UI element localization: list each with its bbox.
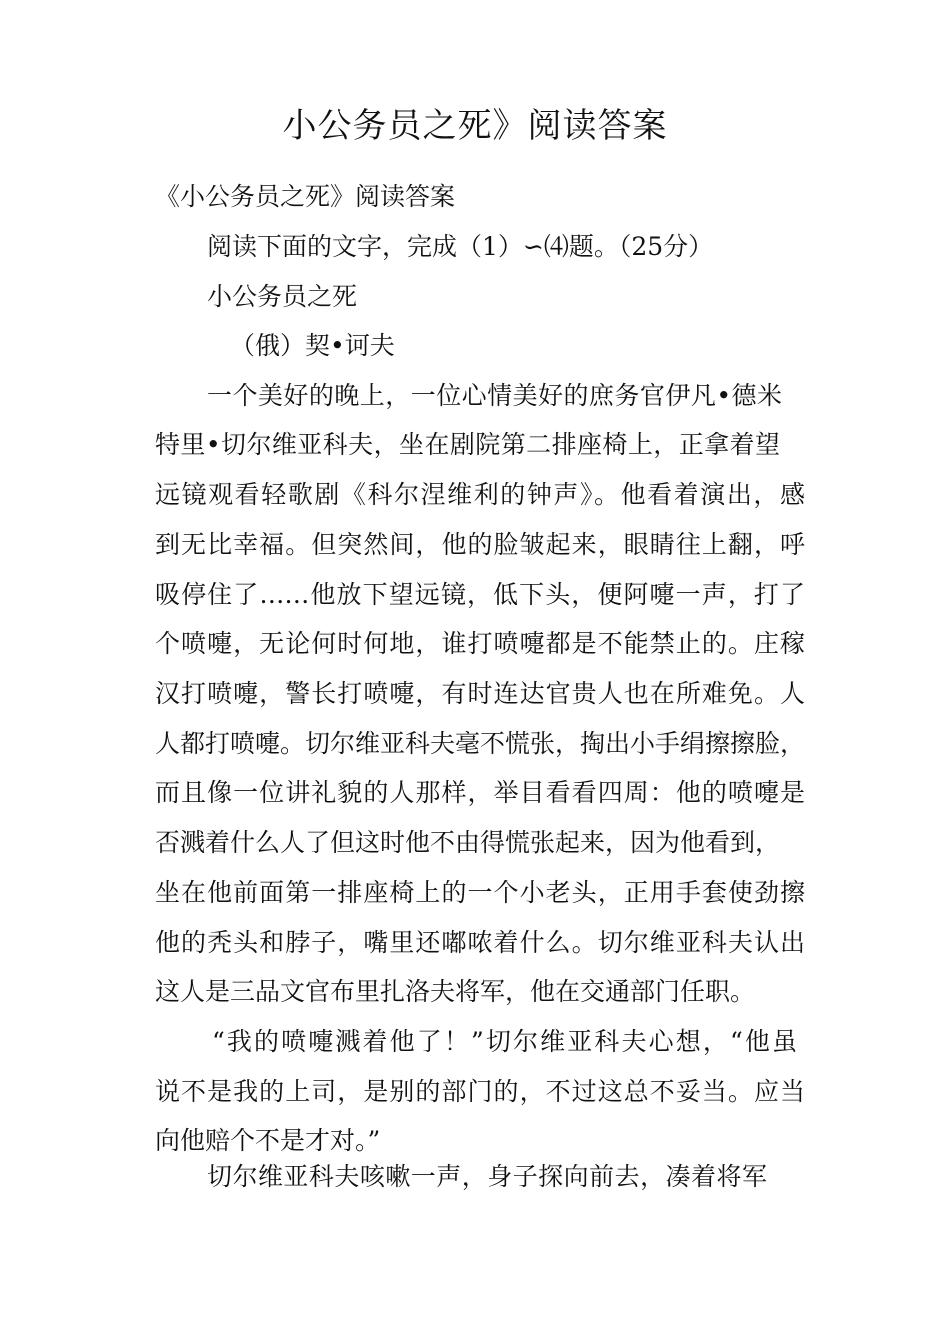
paragraph-line: 而且像一位讲礼貌的人那样，举目看看四周：他的喷嚏是	[155, 778, 805, 807]
document-subtitle: 《小公务员之死》阅读答案	[155, 182, 456, 211]
paragraph-line: 吸停住了……他放下望远镜，低下头，便阿嚏一声，打了	[155, 580, 805, 609]
reading-instruction: 阅读下面的文字，完成（1）∽⑷题。（25分）	[207, 232, 714, 261]
paragraph-line: 说不是我的上司，是别的部门的，不过这总不妥当。应当	[155, 1077, 805, 1106]
paragraph-line: 汉打喷嚏，警长打喷嚏，有时连达官贵人也在所难免。人	[155, 679, 805, 708]
paragraph-line: 切尔维亚科夫咳嗽一声，身子探向前去，凑着将军	[207, 1162, 767, 1191]
paragraph-line: 特里•切尔维亚科夫，坐在剧院第二排座椅上，正拿着望	[155, 430, 780, 459]
paragraph-line: 向他赔个不是才对。”	[155, 1126, 381, 1155]
paragraph-line: 一个美好的晚上，一位心情美好的庶务官伊凡•德米	[207, 381, 782, 410]
document-title: 小公务员之死》阅读答案	[282, 106, 668, 146]
paragraph-line: “我的喷嚏溅着他了！”切尔维亚科夫心想，“他虽	[212, 1027, 797, 1056]
paragraph-line: 个喷嚏，无论何时何地，谁打喷嚏都是不能禁止的。庄稼	[155, 629, 805, 658]
story-title: 小公务员之死	[207, 282, 358, 311]
paragraph-line: 到无比幸福。但突然间，他的脸皱起来，眼睛往上翻，呼	[155, 530, 805, 559]
story-author: （俄）契•诃夫	[230, 331, 395, 360]
paragraph-line: 这人是三品文官布里扎洛夫将军，他在交通部门任职。	[155, 977, 756, 1006]
paragraph-line: 否溅着什么人了但这时他不由得慌张起来，因为他看到，	[155, 828, 781, 857]
paragraph-line: 坐在他前面第一排座椅上的一个小老头，正用手套使劲擦	[155, 878, 805, 907]
paragraph-line: 他的秃头和脖子，嘴里还嘟哝着什么。切尔维亚科夫认出	[155, 928, 805, 957]
paragraph-line: 人都打喷嚏。切尔维亚科夫毫不慌张，掏出小手绢擦擦脸，	[155, 729, 806, 758]
paragraph-line: 远镜观看轻歌剧《科尔涅维利的钟声》。他看着演出，感	[155, 480, 805, 509]
